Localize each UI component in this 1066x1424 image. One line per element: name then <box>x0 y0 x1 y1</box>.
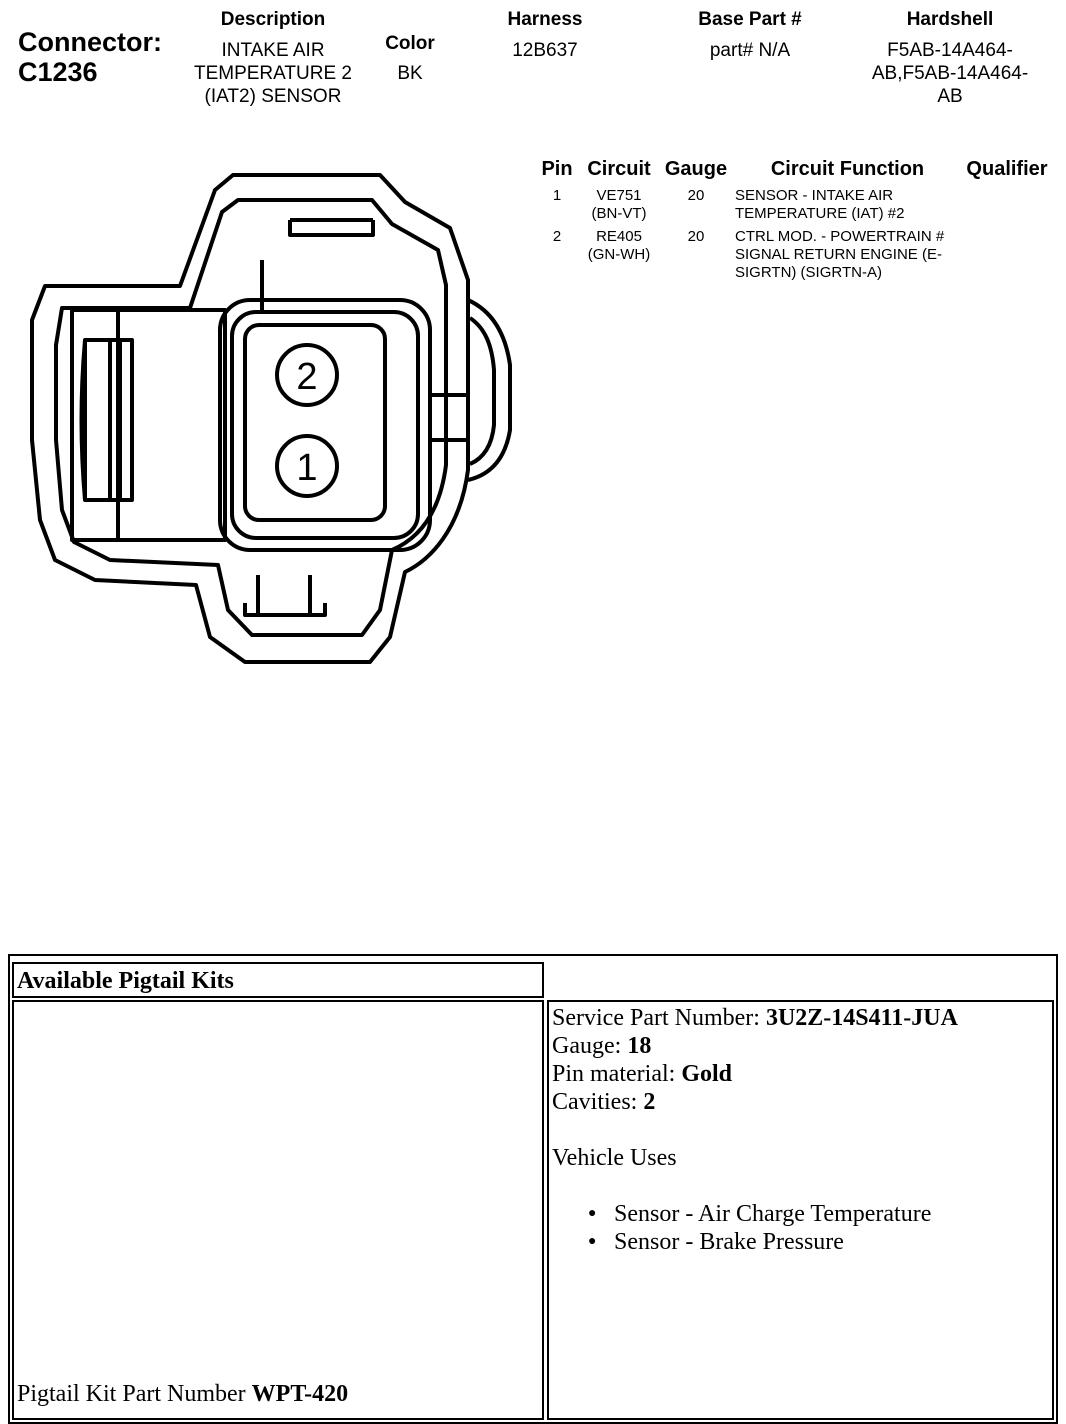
color-header: Color <box>385 33 435 54</box>
circuit-col-header: Circuit <box>587 158 651 180</box>
pin-material-info: Pin material: Gold <box>552 1061 732 1087</box>
base-part-header: Base Part # <box>698 9 802 30</box>
connector-face-diagram <box>0 140 540 700</box>
table-row-1-function: SENSOR - INTAKE AIR TEMPERATURE (IAT) #2 <box>735 187 905 222</box>
table-row-2-pin: 2 <box>552 228 562 245</box>
pigtail-kits-title: Available Pigtail Kits <box>17 968 234 994</box>
cavity-1-label: 1 <box>296 447 318 489</box>
hardshell-header: Hardshell <box>906 9 994 30</box>
pigtail-kit-part-number: Pigtail Kit Part Number WPT-420 <box>17 1381 349 1407</box>
description-header: Description <box>220 9 326 30</box>
harness-value: 12B637 <box>512 40 578 61</box>
cavities-info: Cavities: 2 <box>552 1089 656 1115</box>
pigtail-title-cell <box>12 962 544 998</box>
connector-title <box>18 27 162 87</box>
list-item: ● Sensor - Brake Pressure <box>552 1228 1052 1256</box>
qualifier-col-header: Qualifier <box>966 158 1048 180</box>
gauge-col-header: Gauge <box>664 158 728 180</box>
base-part-value: part# N/A <box>709 40 791 61</box>
pigtail-details-cell <box>547 1000 1054 1420</box>
hardshell-value: F5AB-14A464- AB,F5AB-14A464- AB <box>871 40 1029 107</box>
vehicle-uses-list <box>552 1200 1052 1256</box>
gauge-info: Gauge: 18 <box>552 1033 652 1059</box>
table-row-2-function: CTRL MOD. - POWERTRAIN # SIGNAL RETURN ENGINE (E- SIGRTN) (SIGRTN-A) <box>735 228 945 281</box>
table-row-1-pin: 1 <box>552 187 562 204</box>
connector-label: Connector: <box>18 27 162 57</box>
table-row-1-gauge: 20 <box>687 187 705 204</box>
connector-id: C1236 <box>18 57 98 87</box>
service-part-number: Service Part Number: 3U2Z-14S411-JUA <box>552 1005 958 1031</box>
function-col-header: Circuit Function <box>770 158 925 180</box>
table-row-2-gauge: 20 <box>687 228 705 245</box>
list-item: ● Sensor - Air Charge Temperature <box>552 1200 1052 1228</box>
color-value: BK <box>397 63 423 84</box>
harness-header: Harness <box>507 9 583 30</box>
vehicle-uses-heading: Vehicle Uses <box>552 1145 677 1171</box>
description-value: INTAKE AIR TEMPERATURE 2 (IAT2) SENSOR <box>193 40 352 107</box>
table-row-1-circuit: VE751 (BN-VT) <box>591 187 647 222</box>
cavity-2-label: 2 <box>296 356 318 398</box>
table-row-2-circuit: RE405 (GN-WH) <box>587 228 651 263</box>
pigtail-image-cell <box>12 1000 544 1420</box>
pin-col-header: Pin <box>541 158 573 180</box>
